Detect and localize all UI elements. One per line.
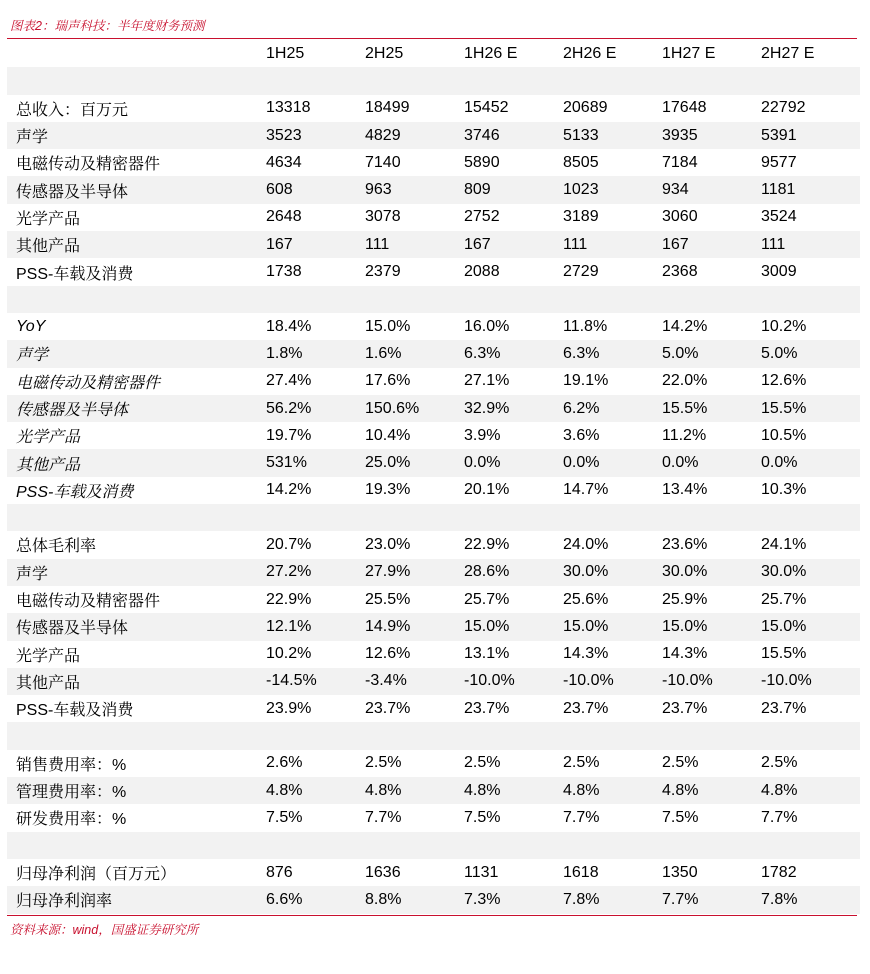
spacer-cell bbox=[761, 832, 860, 859]
value-cell: 1782 bbox=[761, 863, 797, 881]
header-period-cell: 2H26 E bbox=[563, 44, 617, 62]
top-rule bbox=[7, 38, 857, 39]
value-cell: 30.0% bbox=[761, 559, 860, 586]
value-cell: 2648 bbox=[266, 208, 302, 226]
row-label: 研发费用率：% bbox=[16, 811, 127, 829]
header-row bbox=[7, 40, 860, 67]
spacer-cell bbox=[464, 832, 563, 859]
row-label: 声学 bbox=[7, 340, 266, 367]
value-cell: 6.2% bbox=[563, 395, 662, 422]
value-cell: 5890 bbox=[464, 153, 500, 171]
value-cell: 608 bbox=[266, 176, 365, 203]
value-cell: 7.5% bbox=[662, 808, 699, 826]
spacer-cell bbox=[7, 504, 266, 531]
table-row bbox=[7, 313, 860, 340]
section-spacer bbox=[7, 504, 860, 531]
row-label: PSS-车载及消费 bbox=[16, 483, 134, 501]
value-cell: 10.5% bbox=[761, 426, 807, 444]
value-cell: 14.7% bbox=[563, 481, 609, 499]
value-cell: 7140 bbox=[365, 153, 401, 171]
spacer-cell bbox=[464, 67, 563, 94]
value-cell: 111 bbox=[761, 231, 860, 258]
header-label-cell bbox=[7, 40, 266, 67]
value-cell: 167 bbox=[662, 231, 761, 258]
value-cell: 3746 bbox=[464, 122, 563, 149]
spacer-cell bbox=[365, 832, 464, 859]
row-label: 光学产品 bbox=[16, 210, 81, 228]
table-row bbox=[7, 668, 860, 695]
table-row bbox=[7, 340, 860, 367]
value-cell: 12.6% bbox=[761, 372, 807, 390]
table-row bbox=[7, 149, 860, 176]
value-cell: 1350 bbox=[662, 863, 698, 881]
spacer-cell bbox=[563, 722, 662, 749]
value-cell: -10.0% bbox=[563, 668, 662, 695]
value-cell: 15.5% bbox=[662, 395, 761, 422]
value-cell: 25.0% bbox=[365, 449, 464, 476]
value-cell: 1131 bbox=[464, 863, 499, 881]
value-cell: 27.2% bbox=[266, 559, 365, 586]
value-cell: 19.1% bbox=[563, 372, 609, 390]
value-cell: -3.4% bbox=[365, 668, 464, 695]
value-cell: 15.0% bbox=[662, 613, 761, 640]
spacer-cell bbox=[266, 67, 365, 94]
row-label: 传感器及半导体 bbox=[7, 395, 266, 422]
table-row bbox=[7, 176, 860, 203]
table-row bbox=[7, 231, 860, 258]
value-cell: 0.0% bbox=[662, 449, 761, 476]
value-cell: 5391 bbox=[761, 122, 860, 149]
table-row bbox=[7, 258, 860, 285]
row-label: 电磁传动及精密器件 bbox=[16, 374, 161, 392]
spacer-cell bbox=[365, 67, 464, 94]
section-spacer bbox=[7, 286, 860, 313]
value-cell: 23.7% bbox=[464, 699, 510, 717]
value-cell: 3189 bbox=[563, 208, 599, 226]
spacer-cell bbox=[7, 286, 266, 313]
value-cell: 7.7% bbox=[761, 808, 798, 826]
source-note: 资料来源：wind，国盛证券研究所 bbox=[10, 923, 199, 937]
value-cell: 13318 bbox=[266, 99, 311, 117]
row-label: 销售费用率：% bbox=[16, 756, 127, 774]
value-cell: 10.2% bbox=[761, 317, 807, 335]
value-cell: 22.9% bbox=[464, 535, 510, 553]
figure-title: 图表2：瑞声科技：半年度财务预测 bbox=[10, 19, 205, 33]
row-label: 归母净利润（百万元） bbox=[16, 866, 177, 884]
table-row bbox=[7, 695, 860, 722]
row-label: 其他产品 bbox=[7, 668, 266, 695]
row-label: 传感器及半导体 bbox=[7, 613, 266, 640]
value-cell: 27.4% bbox=[266, 372, 312, 390]
spacer-cell bbox=[662, 722, 761, 749]
spacer-cell bbox=[563, 504, 662, 531]
row-label: 总收入：百万元 bbox=[16, 101, 129, 119]
spacer-cell bbox=[464, 286, 563, 313]
spacer-cell bbox=[464, 722, 563, 749]
spacer-cell bbox=[266, 504, 365, 531]
row-label: 电磁传动及精密器件 bbox=[16, 593, 161, 611]
row-label: PSS-车载及消费 bbox=[16, 702, 134, 720]
spacer-cell bbox=[563, 286, 662, 313]
spacer-cell bbox=[365, 504, 464, 531]
value-cell: 56.2% bbox=[266, 395, 365, 422]
value-cell: 3009 bbox=[761, 263, 797, 281]
value-cell: 22792 bbox=[761, 99, 806, 117]
value-cell: 1738 bbox=[266, 263, 302, 281]
spacer-cell bbox=[662, 832, 761, 859]
value-cell: 15452 bbox=[464, 99, 509, 117]
value-cell: 11.8% bbox=[563, 317, 608, 335]
section-spacer bbox=[7, 722, 860, 749]
spacer-cell bbox=[761, 67, 860, 94]
row-label: 其他产品 bbox=[7, 231, 266, 258]
value-cell: 8505 bbox=[563, 153, 599, 171]
table-row bbox=[7, 395, 860, 422]
spacer-cell bbox=[662, 67, 761, 94]
value-cell: 1181 bbox=[761, 176, 860, 203]
header-period-cell: 1H27 E bbox=[662, 44, 716, 62]
header-period-cell: 2H27 E bbox=[761, 44, 815, 62]
spacer-cell bbox=[365, 722, 464, 749]
value-cell: 18.4% bbox=[266, 317, 312, 335]
value-cell: 876 bbox=[266, 863, 293, 881]
value-cell: 3078 bbox=[365, 208, 401, 226]
value-cell: 17648 bbox=[662, 99, 707, 117]
header-period-cell: 1H25 bbox=[266, 44, 305, 62]
row-label: 声学 bbox=[7, 559, 266, 586]
value-cell: 1618 bbox=[563, 863, 599, 881]
row-label: 总体毛利率 bbox=[16, 538, 97, 556]
value-cell: 23.7% bbox=[662, 699, 708, 717]
value-cell: -14.5% bbox=[266, 668, 365, 695]
value-cell: 2.5% bbox=[662, 754, 699, 772]
value-cell: 4.8% bbox=[266, 777, 365, 804]
spacer-cell bbox=[266, 286, 365, 313]
value-cell: 1023 bbox=[563, 176, 662, 203]
value-cell: 4.8% bbox=[563, 777, 662, 804]
value-cell: 30.0% bbox=[662, 559, 761, 586]
value-cell: 6.6% bbox=[266, 886, 365, 913]
value-cell: 2729 bbox=[563, 263, 599, 281]
value-cell: 13.1% bbox=[464, 645, 510, 663]
value-cell: 14.9% bbox=[365, 613, 464, 640]
spacer-cell bbox=[7, 832, 266, 859]
section-spacer bbox=[7, 67, 860, 94]
row-label: 其他产品 bbox=[7, 449, 266, 476]
value-cell: 23.0% bbox=[365, 535, 411, 553]
value-cell: 7184 bbox=[662, 153, 698, 171]
value-cell: 23.7% bbox=[563, 699, 609, 717]
value-cell: 13.4% bbox=[662, 481, 708, 499]
value-cell: 17.6% bbox=[365, 372, 411, 390]
table-row bbox=[7, 122, 860, 149]
value-cell: 7.7% bbox=[662, 886, 761, 913]
value-cell: 27.1% bbox=[464, 372, 510, 390]
spacer-cell bbox=[266, 832, 365, 859]
value-cell: 14.2% bbox=[266, 481, 312, 499]
value-cell: 11.2% bbox=[662, 426, 707, 444]
value-cell: 12.6% bbox=[365, 645, 411, 663]
table-row bbox=[7, 422, 860, 449]
header-period-cell: 1H26 E bbox=[464, 44, 518, 62]
value-cell: 934 bbox=[662, 176, 761, 203]
row-label: 光学产品 bbox=[16, 429, 81, 447]
spacer-cell bbox=[761, 722, 860, 749]
value-cell: 10.4% bbox=[365, 426, 411, 444]
value-cell: 18499 bbox=[365, 99, 410, 117]
value-cell: 1.6% bbox=[365, 340, 464, 367]
value-cell: 8.8% bbox=[365, 886, 464, 913]
value-cell: 4.8% bbox=[464, 777, 563, 804]
value-cell: 2752 bbox=[464, 208, 500, 226]
value-cell: 15.5% bbox=[761, 645, 807, 663]
value-cell: 23.6% bbox=[662, 535, 708, 553]
value-cell: 4.8% bbox=[761, 777, 860, 804]
value-cell: 15.0% bbox=[365, 317, 411, 335]
value-cell: 12.1% bbox=[266, 613, 365, 640]
value-cell: 5.0% bbox=[662, 340, 761, 367]
spacer-cell bbox=[761, 504, 860, 531]
value-cell: 4.8% bbox=[662, 777, 761, 804]
table-row bbox=[7, 613, 860, 640]
table-row bbox=[7, 368, 860, 395]
value-cell: 2088 bbox=[464, 263, 500, 281]
value-cell: 7.7% bbox=[365, 808, 402, 826]
value-cell: 7.8% bbox=[563, 886, 662, 913]
value-cell: 10.3% bbox=[761, 481, 807, 499]
value-cell: 2.5% bbox=[365, 754, 402, 772]
value-cell: 3060 bbox=[662, 208, 698, 226]
table-row bbox=[7, 804, 860, 831]
value-cell: 3.6% bbox=[563, 426, 600, 444]
value-cell: 16.0% bbox=[464, 317, 510, 335]
value-cell: 32.9% bbox=[464, 395, 563, 422]
value-cell: 6.3% bbox=[464, 340, 563, 367]
table-row bbox=[7, 204, 860, 231]
spacer-cell bbox=[662, 286, 761, 313]
value-cell: 0.0% bbox=[761, 449, 860, 476]
value-cell: 30.0% bbox=[563, 559, 662, 586]
table-row bbox=[7, 559, 860, 586]
value-cell: 9577 bbox=[761, 153, 797, 171]
value-cell: 15.5% bbox=[761, 395, 860, 422]
value-cell: 963 bbox=[365, 176, 464, 203]
value-cell: 7.7% bbox=[563, 808, 600, 826]
value-cell: 25.7% bbox=[464, 590, 510, 608]
value-cell: 27.9% bbox=[365, 559, 464, 586]
table-row bbox=[7, 777, 860, 804]
value-cell: 7.3% bbox=[464, 886, 563, 913]
value-cell: 19.3% bbox=[365, 481, 411, 499]
value-cell: 15.0% bbox=[464, 613, 563, 640]
section-spacer bbox=[7, 832, 860, 859]
value-cell: 25.6% bbox=[563, 590, 609, 608]
row-label: PSS-车载及消费 bbox=[16, 265, 134, 283]
value-cell: 14.3% bbox=[662, 645, 708, 663]
value-cell: 809 bbox=[464, 176, 563, 203]
value-cell: 22.9% bbox=[266, 590, 312, 608]
table-row bbox=[7, 586, 860, 613]
table-row bbox=[7, 641, 860, 668]
value-cell: 5.0% bbox=[761, 340, 860, 367]
row-label: 声学 bbox=[7, 122, 266, 149]
row-label: 传感器及半导体 bbox=[7, 176, 266, 203]
value-cell: 0.0% bbox=[464, 449, 563, 476]
row-label: 归母净利润率 bbox=[7, 886, 266, 913]
spacer-cell bbox=[7, 722, 266, 749]
value-cell: 20.1% bbox=[464, 481, 510, 499]
value-cell: 531% bbox=[266, 449, 365, 476]
value-cell: 23.7% bbox=[761, 699, 807, 717]
financial-forecast-table bbox=[7, 40, 860, 914]
value-cell: 167 bbox=[266, 231, 365, 258]
value-cell: 3524 bbox=[761, 208, 797, 226]
value-cell: 2.5% bbox=[761, 754, 798, 772]
row-label: 管理费用率：% bbox=[7, 777, 266, 804]
value-cell: 23.7% bbox=[365, 699, 411, 717]
value-cell: 2.5% bbox=[464, 754, 501, 772]
table-row bbox=[7, 886, 860, 913]
value-cell: 7.5% bbox=[464, 808, 501, 826]
value-cell: 23.9% bbox=[266, 699, 312, 717]
value-cell: 2379 bbox=[365, 263, 401, 281]
value-cell: 111 bbox=[563, 231, 662, 258]
value-cell: 2368 bbox=[662, 263, 698, 281]
value-cell: 4634 bbox=[266, 153, 302, 171]
value-cell: 1636 bbox=[365, 863, 401, 881]
table-header bbox=[7, 40, 860, 67]
spacer-cell bbox=[7, 67, 266, 94]
table-row bbox=[7, 95, 860, 122]
value-cell: 3.9% bbox=[464, 426, 501, 444]
value-cell: 5133 bbox=[563, 122, 662, 149]
row-label: 光学产品 bbox=[16, 647, 81, 665]
value-cell: -10.0% bbox=[761, 668, 860, 695]
value-cell: 14.3% bbox=[563, 645, 609, 663]
bottom-rule bbox=[7, 915, 857, 916]
table-row bbox=[7, 750, 860, 777]
value-cell: 20.7% bbox=[266, 535, 312, 553]
value-cell: 22.0% bbox=[662, 372, 708, 390]
value-cell: 25.5% bbox=[365, 590, 411, 608]
value-cell: 25.9% bbox=[662, 590, 708, 608]
value-cell: 111 bbox=[365, 231, 464, 258]
value-cell: 15.0% bbox=[563, 613, 662, 640]
table-row bbox=[7, 531, 860, 558]
spacer-cell bbox=[563, 832, 662, 859]
value-cell: 14.2% bbox=[662, 317, 708, 335]
spacer-cell bbox=[464, 504, 563, 531]
value-cell: 2.6% bbox=[266, 754, 303, 772]
value-cell: 3523 bbox=[266, 122, 365, 149]
value-cell: 15.0% bbox=[761, 613, 860, 640]
value-cell: 28.6% bbox=[464, 559, 563, 586]
value-cell: 20689 bbox=[563, 99, 608, 117]
header-period-cell: 2H25 bbox=[365, 44, 404, 62]
value-cell: 3935 bbox=[662, 122, 761, 149]
value-cell: 4829 bbox=[365, 122, 464, 149]
value-cell: 2.5% bbox=[563, 754, 600, 772]
spacer-cell bbox=[662, 504, 761, 531]
spacer-cell bbox=[761, 286, 860, 313]
value-cell: 167 bbox=[464, 231, 563, 258]
row-label: YoY bbox=[16, 317, 46, 335]
value-cell: 1.8% bbox=[266, 340, 365, 367]
table-row bbox=[7, 449, 860, 476]
table-body bbox=[7, 67, 860, 913]
value-cell: 4.8% bbox=[365, 777, 464, 804]
row-label: 电磁传动及精密器件 bbox=[16, 156, 161, 174]
value-cell: 24.1% bbox=[761, 535, 807, 553]
table-row bbox=[7, 477, 860, 504]
value-cell: 7.8% bbox=[761, 886, 860, 913]
value-cell: 24.0% bbox=[563, 535, 609, 553]
value-cell: 6.3% bbox=[563, 340, 662, 367]
value-cell: 10.2% bbox=[266, 645, 312, 663]
value-cell: 0.0% bbox=[563, 449, 662, 476]
value-cell: 19.7% bbox=[266, 426, 312, 444]
value-cell: 150.6% bbox=[365, 395, 464, 422]
value-cell: -10.0% bbox=[662, 668, 761, 695]
value-cell: 25.7% bbox=[761, 590, 807, 608]
table-row bbox=[7, 859, 860, 886]
value-cell: -10.0% bbox=[464, 668, 563, 695]
spacer-cell bbox=[563, 67, 662, 94]
value-cell: 7.5% bbox=[266, 808, 303, 826]
spacer-cell bbox=[365, 286, 464, 313]
spacer-cell bbox=[266, 722, 365, 749]
